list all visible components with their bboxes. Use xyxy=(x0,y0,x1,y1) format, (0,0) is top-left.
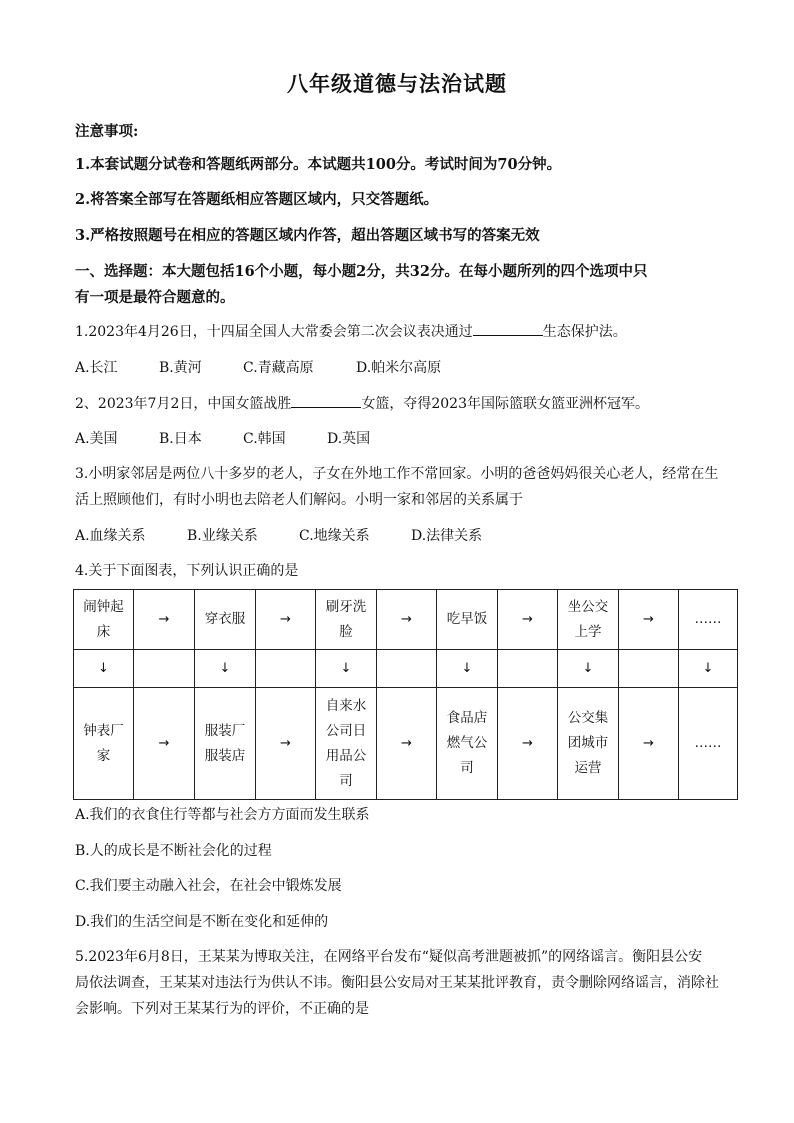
question-5-stem-cont: 局依法调查，王某某对违法行为供认不讳。衡阳县公安局对王某某批评教育，责令删除网络谣言，消除社 xyxy=(75,975,719,991)
option: C.韩国 xyxy=(243,431,286,447)
arrow-right-icon: → xyxy=(256,590,316,650)
arrow-down-icon: ↓ xyxy=(316,650,377,688)
question-1-stem xyxy=(75,321,725,341)
question-5-stem-cont: 会影响。下列对王某某行为的评价，不正确的是 xyxy=(75,1001,369,1017)
empty-cell xyxy=(498,650,558,688)
arrow-right-icon: → xyxy=(134,688,195,800)
question-3-stem-cont: 活上照顾他们，有时小明也去陪老人们解闷。小明一家和邻居的关系属于 xyxy=(75,492,523,508)
question-2-options xyxy=(75,428,725,448)
provider-cell: …… xyxy=(679,688,738,800)
arrow-right-icon: → xyxy=(619,590,679,650)
arrow-right-icon: → xyxy=(498,590,558,650)
answer-blank xyxy=(291,393,361,408)
question-3-stem: 3.小明家邻居是两位八十多岁的老人，子女在外地工作不常回家。小明的爸爸妈妈很关心老人，经常在生 xyxy=(75,466,719,482)
activity-cell: 吃早饭 xyxy=(437,590,498,650)
notice-item: 3.严格按照题号在相应的答题区域内作答，超出答题区域书写的答案无效 xyxy=(75,227,540,244)
arrow-down-icon: ↓ xyxy=(74,650,134,688)
arrow-down-icon: ↓ xyxy=(195,650,256,688)
activity-row xyxy=(74,590,738,650)
question-4-option-a: A.我们的衣食住行等都与社会方方面而发生联系 xyxy=(75,807,370,823)
provider-cell: 公交集团城市运营 xyxy=(558,688,619,800)
option: A.长江 xyxy=(75,360,118,376)
question-1-text: 1.2023年4月26日，十四届全国人大常委会第二次会议表决通过 xyxy=(75,324,473,340)
arrow-right-icon: → xyxy=(498,688,558,800)
provider-row xyxy=(74,688,738,800)
question-4-option-d: D.我们的生活空间是不断在变化和延伸的 xyxy=(75,914,329,930)
question-4-option-c: C.我们要主动融入社会，在社会中锻炼发展 xyxy=(75,878,342,894)
flow-chart-table xyxy=(73,589,738,800)
arrow-right-icon: → xyxy=(377,688,437,800)
question-2-stem xyxy=(75,393,725,413)
option: D.法律关系 xyxy=(411,528,483,544)
activity-cell: …… xyxy=(679,590,738,650)
option: B.黄河 xyxy=(159,360,202,376)
question-1-options xyxy=(75,357,725,377)
option: B.日本 xyxy=(159,431,202,447)
arrow-right-icon: → xyxy=(256,688,316,800)
section-heading-cont: 有一项是最符合题意的。 xyxy=(75,289,235,306)
provider-cell: 食品店燃气公司 xyxy=(437,688,498,800)
exam-title: 八年级道德与法治试题 xyxy=(287,71,507,96)
question-2-text-end: 女篮，夺得2023年国际篮联女篮亚洲杯冠军。 xyxy=(361,396,649,412)
question-3-options xyxy=(75,525,725,545)
notice-item: 2.将答案全部写在答题纸相应答题区域内，只交答题纸。 xyxy=(75,191,439,208)
empty-cell xyxy=(256,650,316,688)
option: D.英国 xyxy=(327,431,371,447)
option: D.帕米尔高原 xyxy=(356,360,442,376)
option: A.美国 xyxy=(75,431,118,447)
activity-cell: 穿衣服 xyxy=(195,590,256,650)
question-4-option-b: B.人的成长是不断社会化的过程 xyxy=(75,843,272,859)
option: C.青藏高原 xyxy=(243,360,314,376)
arrow-right-icon: → xyxy=(134,590,195,650)
option: B.业缘关系 xyxy=(187,528,258,544)
arrow-down-icon: ↓ xyxy=(437,650,498,688)
activity-cell: 闹钟起床 xyxy=(74,590,134,650)
option: A.血缘关系 xyxy=(75,528,146,544)
question-1-text-end: 生态保护法。 xyxy=(542,324,627,340)
activity-cell: 刷牙洗脸 xyxy=(316,590,377,650)
question-2-text: 2、2023年7月2日，中国女篮战胜 xyxy=(75,396,292,412)
option: C.地缘关系 xyxy=(299,528,370,544)
question-4-stem: 4.关于下面图表，下列认识正确的是 xyxy=(75,563,299,579)
empty-cell xyxy=(134,650,195,688)
notice-heading: 注意事项: xyxy=(75,123,139,140)
question-5-stem: 5.2023年6月8日，王某某为博取关注，在网络平台发布“疑似高考泄题被抓”的网络谣言。衡阳县公安 xyxy=(75,949,703,965)
section-heading: 一、选择题：本大题包括16个小题，每小题2分，共32分。在每小题所列的四个选项中只 xyxy=(75,263,648,280)
provider-cell: 钟表厂家 xyxy=(74,688,134,800)
empty-cell xyxy=(377,650,437,688)
provider-cell: 自来水公司日用品公司 xyxy=(316,688,377,800)
answer-blank xyxy=(473,321,543,336)
arrow-down-icon: ↓ xyxy=(679,650,738,688)
arrow-row xyxy=(74,650,738,688)
empty-cell xyxy=(619,650,679,688)
notice-item: 1.本套试题分试卷和答题纸两部分。本试题共100分。考试时间为70分钟。 xyxy=(75,156,562,173)
arrow-right-icon: → xyxy=(619,688,679,800)
arrow-right-icon: → xyxy=(377,590,437,650)
arrow-down-icon: ↓ xyxy=(558,650,619,688)
provider-cell: 服装厂服装店 xyxy=(195,688,256,800)
activity-cell: 坐公交上学 xyxy=(558,590,619,650)
